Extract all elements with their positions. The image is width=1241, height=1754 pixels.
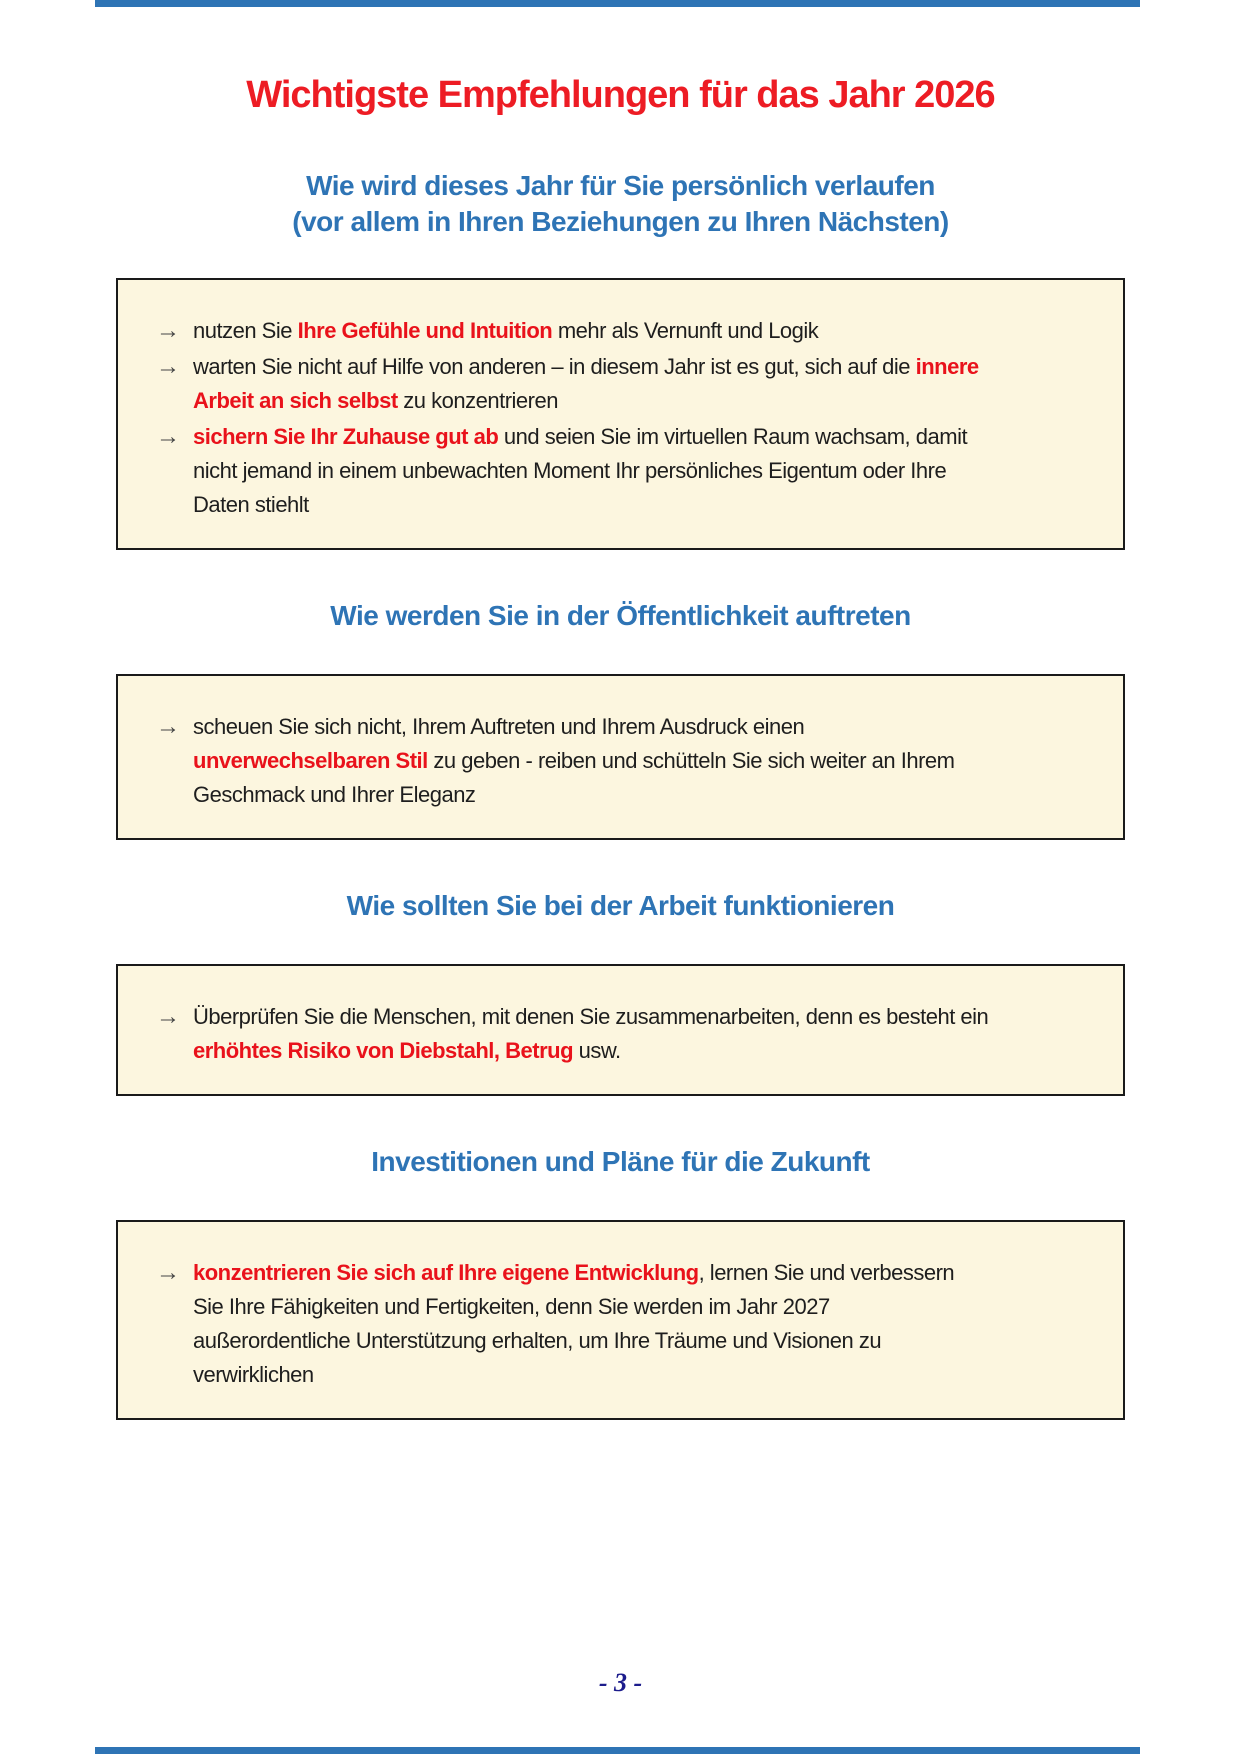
highlighted-text: konzentrieren Sie sich auf Ihre eigene Entwicklung (193, 1260, 699, 1285)
item-text (193, 314, 1103, 348)
content-box-2 (116, 964, 1125, 1096)
page-title: Wichtigste Empfehlungen für das Jahr 2026 (246, 74, 995, 116)
item-text (193, 420, 1103, 522)
arrow-right-icon: → (156, 1259, 180, 1286)
arrow-right-icon: → (156, 353, 180, 380)
content-box-1 (116, 674, 1125, 840)
item-text (193, 350, 1103, 418)
plain-text: Sie Ihre Fähigkeiten und Fertigkeiten, denn Sie werden im Jahr 2027 (193, 1294, 830, 1319)
highlighted-text: unverwechselbaren Stil (193, 748, 428, 773)
plain-text: außerordentliche Unterstützung erhalten, um Ihre Träume und Visionen zu (193, 1328, 882, 1353)
plain-text: zu geben - reiben und schütteln Sie sich weiter an Ihrem (427, 748, 955, 773)
subtitle-line-2: (vor allem in Ihren Beziehungen zu Ihren Nächsten) (292, 206, 949, 237)
highlighted-text: Ihre Gefühle und Intuition (297, 318, 553, 343)
text-line (193, 350, 1103, 384)
arrow-right-icon: → (156, 317, 180, 344)
highlighted-text: erhöhtes Risiko von Diebstahl, Betrug (193, 1038, 574, 1063)
text-line (193, 1000, 1103, 1034)
arrow-right-icon: → (156, 1003, 180, 1030)
content-box-0 (116, 278, 1125, 550)
arrow-right-icon: → (156, 713, 180, 740)
plain-text: warten Sie nicht auf Hilfe von anderen – in diesem Jahr ist es gut, sich auf die (193, 354, 916, 379)
plain-text: , lernen Sie und verbessern (698, 1260, 955, 1285)
plain-text: Geschmack und Ihrer Eleganz (193, 782, 476, 807)
plain-text: usw. (573, 1038, 621, 1063)
plain-text: mehr als Vernunft und Logik (552, 318, 819, 343)
highlighted-text: Arbeit an sich selbst (193, 388, 398, 413)
content-box-3 (116, 1220, 1125, 1420)
text-line (193, 454, 1103, 488)
text-line (193, 488, 1103, 522)
text-line (193, 1256, 1103, 1290)
list-item (156, 314, 1103, 348)
section-heading-1: Wie werden Sie in der Öffentlichkeit auftreten (330, 600, 911, 631)
plain-text: zu konzentrieren (397, 388, 558, 413)
text-line (193, 1324, 1103, 1358)
plain-text: verwirklichen (193, 1362, 314, 1387)
section-heading-2: Wie sollten Sie bei der Arbeit funktionieren (346, 890, 895, 921)
subtitle-line-1: Wie wird dieses Jahr für Sie persönlich verlaufen (306, 170, 935, 201)
list-item (156, 1000, 1103, 1068)
list-item (156, 1256, 1103, 1392)
page-number: - 3 - (598, 1668, 643, 1697)
text-line (193, 1034, 1103, 1068)
page-footer (0, 1668, 1241, 1698)
text-line (193, 710, 1103, 744)
plain-text: nicht jemand in einem unbewachten Moment Ihr persönliches Eigentum oder Ihre (193, 458, 947, 483)
text-line (193, 314, 1103, 348)
item-text (193, 710, 1103, 812)
top-frame-bar (95, 0, 1140, 7)
plain-text: Daten stiehlt (193, 492, 309, 517)
text-line (193, 1290, 1103, 1324)
text-line (193, 744, 1103, 778)
highlighted-text: sichern Sie Ihr Zuhause gut ab (193, 424, 499, 449)
highlighted-text: innere (915, 354, 979, 379)
list-item (156, 350, 1103, 418)
plain-text: Überprüfen Sie die Menschen, mit denen Sie zusammenarbeiten, denn es besteht ein (193, 1004, 989, 1029)
list-item (156, 420, 1103, 522)
plain-text: und seien Sie im virtuellen Raum wachsam, damit (498, 424, 968, 449)
text-line (193, 384, 1103, 418)
plain-text: scheuen Sie sich nicht, Ihrem Auftreten und Ihrem Ausdruck einen (193, 714, 805, 739)
page-subtitle (0, 168, 1241, 240)
arrow-right-icon: → (156, 423, 180, 450)
plain-text: nutzen Sie (193, 318, 298, 343)
item-text (193, 1256, 1103, 1392)
text-line (193, 420, 1103, 454)
list-item (156, 710, 1103, 812)
text-line (193, 1358, 1103, 1392)
text-line (193, 778, 1103, 812)
bottom-frame-bar (95, 1747, 1140, 1754)
item-text (193, 1000, 1103, 1068)
sections-container (0, 278, 1241, 1420)
section-heading-3: Investitionen und Pläne für die Zukunft (371, 1146, 870, 1177)
